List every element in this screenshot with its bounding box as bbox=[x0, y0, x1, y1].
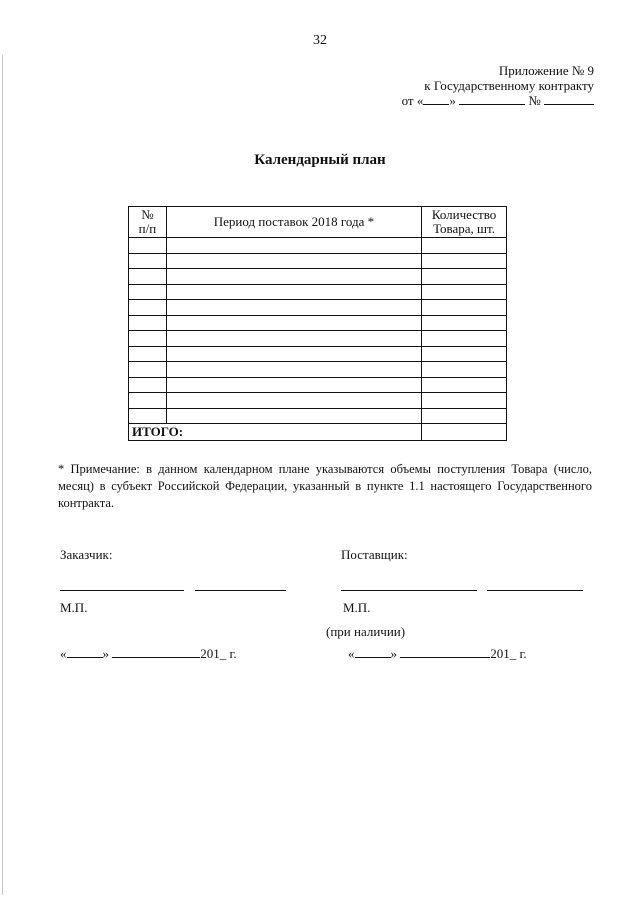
customer-stamp: М.П. bbox=[60, 600, 88, 615]
table-row bbox=[129, 408, 507, 424]
quantity-cell bbox=[422, 269, 507, 285]
period-cell bbox=[166, 284, 421, 300]
table-row bbox=[129, 315, 507, 331]
quantity-cell bbox=[422, 393, 507, 409]
number-cell bbox=[129, 315, 167, 331]
header-period: Период поставок 2018 года * bbox=[166, 207, 421, 238]
table-header-row bbox=[129, 207, 507, 238]
supplier-date-open: « bbox=[348, 646, 355, 661]
quantity-cell bbox=[422, 284, 507, 300]
quantity-cell bbox=[422, 300, 507, 316]
page-number: 32 bbox=[313, 33, 327, 48]
number-cell bbox=[129, 269, 167, 285]
number-cell bbox=[129, 393, 167, 409]
period-cell bbox=[166, 346, 421, 362]
total-quantity-cell bbox=[422, 424, 507, 441]
customer-signature-line bbox=[60, 590, 184, 591]
period-cell bbox=[166, 238, 421, 254]
number-cell bbox=[129, 377, 167, 393]
date-prefix: от « bbox=[401, 93, 424, 108]
customer-month-blank bbox=[112, 646, 200, 658]
customer-day-blank bbox=[67, 646, 103, 658]
appendix-line2: к Государственному контракту bbox=[424, 78, 594, 93]
number-cell bbox=[129, 300, 167, 316]
period-cell bbox=[166, 331, 421, 347]
appendix-line1: Приложение № 9 bbox=[498, 63, 594, 78]
number-cell bbox=[129, 253, 167, 269]
appendix-date-line bbox=[402, 93, 594, 108]
number-cell bbox=[129, 346, 167, 362]
month-blank bbox=[459, 93, 525, 105]
period-cell bbox=[166, 393, 421, 409]
document-title: Календарный план bbox=[254, 152, 386, 168]
table-row bbox=[129, 362, 507, 378]
customer-name-line bbox=[195, 590, 286, 591]
header-quantity: Количество Товара, шт. bbox=[422, 207, 507, 238]
total-row bbox=[129, 424, 507, 441]
customer-label: Заказчик: bbox=[60, 547, 113, 562]
table-row bbox=[129, 300, 507, 316]
table-body bbox=[129, 238, 507, 441]
period-cell bbox=[166, 315, 421, 331]
table-row bbox=[129, 393, 507, 409]
customer-date-open: « bbox=[60, 646, 67, 661]
table-row bbox=[129, 331, 507, 347]
table-row bbox=[129, 346, 507, 362]
date-mid: » bbox=[449, 93, 456, 108]
period-cell bbox=[166, 253, 421, 269]
supplier-name-line bbox=[487, 590, 583, 591]
quantity-cell bbox=[422, 331, 507, 347]
number-sign: № bbox=[528, 93, 541, 108]
number-cell bbox=[129, 362, 167, 378]
supplier-signature-line bbox=[341, 590, 477, 591]
number-cell bbox=[129, 408, 167, 424]
quantity-cell bbox=[422, 408, 507, 424]
supplier-date bbox=[348, 646, 527, 662]
footnote: * Примечание: в данном календарном плане указываются объемы поступления Товара (число, месяц) в субъект Российской Федерации, указанный в пункте 1.1 настоящего Государственного контракта. bbox=[58, 462, 592, 510]
number-blank bbox=[544, 93, 594, 105]
quantity-cell bbox=[422, 253, 507, 269]
supplier-day-blank bbox=[355, 646, 391, 658]
supplier-label: Поставщик: bbox=[341, 547, 408, 562]
quantity-cell bbox=[422, 362, 507, 378]
period-cell bbox=[166, 300, 421, 316]
number-cell bbox=[129, 238, 167, 254]
header-number: № п/п bbox=[129, 207, 167, 238]
appendix-header bbox=[402, 63, 594, 108]
customer-date bbox=[60, 646, 237, 662]
period-cell bbox=[166, 377, 421, 393]
table-row bbox=[129, 253, 507, 269]
period-cell bbox=[166, 362, 421, 378]
quantity-cell bbox=[422, 346, 507, 362]
supplier-month-blank bbox=[400, 646, 490, 658]
scan-edge bbox=[2, 55, 3, 895]
quantity-cell bbox=[422, 377, 507, 393]
supplier-date-close: » bbox=[390, 646, 397, 661]
supplier-stamp: М.П. bbox=[343, 600, 371, 615]
table-row bbox=[129, 377, 507, 393]
customer-date-close: » bbox=[102, 646, 109, 661]
table-row bbox=[129, 238, 507, 254]
period-cell bbox=[166, 269, 421, 285]
calendar-plan-table bbox=[128, 206, 507, 441]
quantity-cell bbox=[422, 315, 507, 331]
supplier-stamp-note: (при наличии) bbox=[326, 624, 406, 639]
supplier-year: 201_ г. bbox=[490, 646, 527, 661]
number-cell bbox=[129, 284, 167, 300]
table-row bbox=[129, 269, 507, 285]
quantity-cell bbox=[422, 238, 507, 254]
period-cell bbox=[166, 408, 421, 424]
customer-year: 201_ г. bbox=[200, 646, 237, 661]
number-cell bbox=[129, 331, 167, 347]
total-label: ИТОГО: bbox=[129, 424, 422, 441]
day-blank bbox=[423, 93, 449, 105]
table-row bbox=[129, 284, 507, 300]
